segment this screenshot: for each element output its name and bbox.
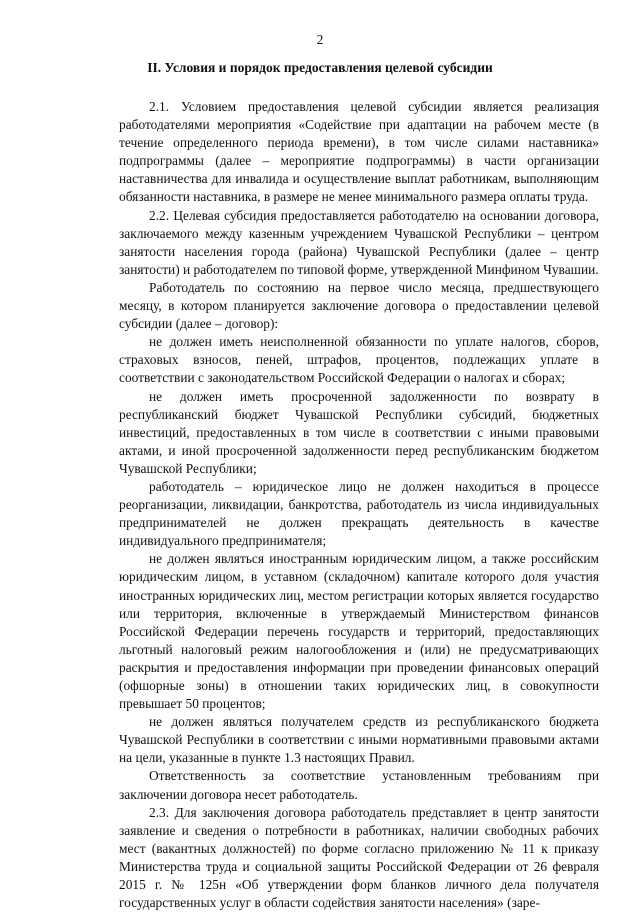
paragraph-responsibility: Ответственность за соответствие установленным требованиям при заключении договора несет работодатель. <box>119 768 599 802</box>
paragraph-2-2: 2.2. Целевая субсидия предоставляется работодателю на основании договора, заключаемого между казенным учреждением Чувашской Республики – центром занятости населения города (района) Чувашской Республики (далее – центр занятости) и работодателем по типовой форме, утвержденной Минфином Чувашии. <box>119 207 599 277</box>
paragraph-2-3: 2.3. Для заключения договора работодатель представляет в центр занятости заявление и сведения о потребности в работниках, наличии свободных рабочих мест (вакантных должностей) по форме согласно приложению № 11 к приказу Министерства труда и социальной защиты Российской Федерации от 26 февраля 2015 г. № 125н «Об утверждении форм бланков личного дела получателя государственных услуг в области содействия занятости населения» (заре- <box>119 804 599 911</box>
paragraph-condition-reorganization: работодатель – юридическое лицо не должен находиться в процессе реорганизации, ликвидации, банкротства, работодатель из числа индивидуальных предпринимателей не должен прекращать деятельность в качестве индивидуального предпринимателя; <box>119 478 599 549</box>
page-number: 2 <box>316 32 324 47</box>
paragraph-condition-taxes: не должен иметь неисполненной обязанности по уплате налогов, сборов, страховых взносов, пеней, штрафов, процентов, подлежащих уплате в соответствии с законодательством Российской Федерации о налогах и сборах; <box>119 334 599 386</box>
section-title: II. Условия и порядок предоставления целевой субсидии <box>147 60 493 75</box>
paragraph-condition-foreign: не должен являться иностранным юридическим лицом, а также российским юридическим лицом, в уставном (складочном) капитале которого доля участия иностранных юридических лиц, местом регистрации которых является государство или территория, включенные в утверждаемый Министерством финансов Российской Федерации перечень государств и территорий, предоставляющих льготный налоговый режим налогообложения и (или) не предусматривающих раскрытия и предоставления информации при проведении финансовых операций (офшорные зоны) в отношении таких юридических лиц, в совокупности превышает 50 процентов; <box>119 551 599 712</box>
document-body <box>119 98 599 912</box>
paragraph-condition-debt: не должен иметь просроченной задолженности по возврату в республиканский бюджет Чувашской Республики субсидий, бюджетных инвестиций, предоставленных в том числе в соответствии с иными правовыми актами, и иной просроченной задолженности перед республиканским бюджетом Чувашской Республики; <box>119 388 599 476</box>
paragraph-condition-other-funds: не должен являться получателем средств из республиканского бюджета Чувашской Республики в соответствии с иными нормативными правовыми актами на цели, указанные в пункте 1.3 настоящих Правил. <box>119 714 599 766</box>
paragraph-2-1: 2.1. Условием предоставления целевой субсидии является реализация работодателями мероприятия «Содействие при адаптации на рабочем месте (в течение определенного периода времени), в том числе силами наставника» подпрограммы (далее – мероприятие подпрограммы) в части организации наставничества для инвалида и осуществление выплат работникам, выполняющим обязанности наставника, в размере не менее минимального размера оплаты труда. <box>119 99 599 205</box>
paragraph-employer-conditions: Работодатель по состоянию на первое число месяца, предшествующего месяцу, в котором планируется заключение договора о предоставлении целевой субсидии (далее – договор): <box>119 279 599 332</box>
